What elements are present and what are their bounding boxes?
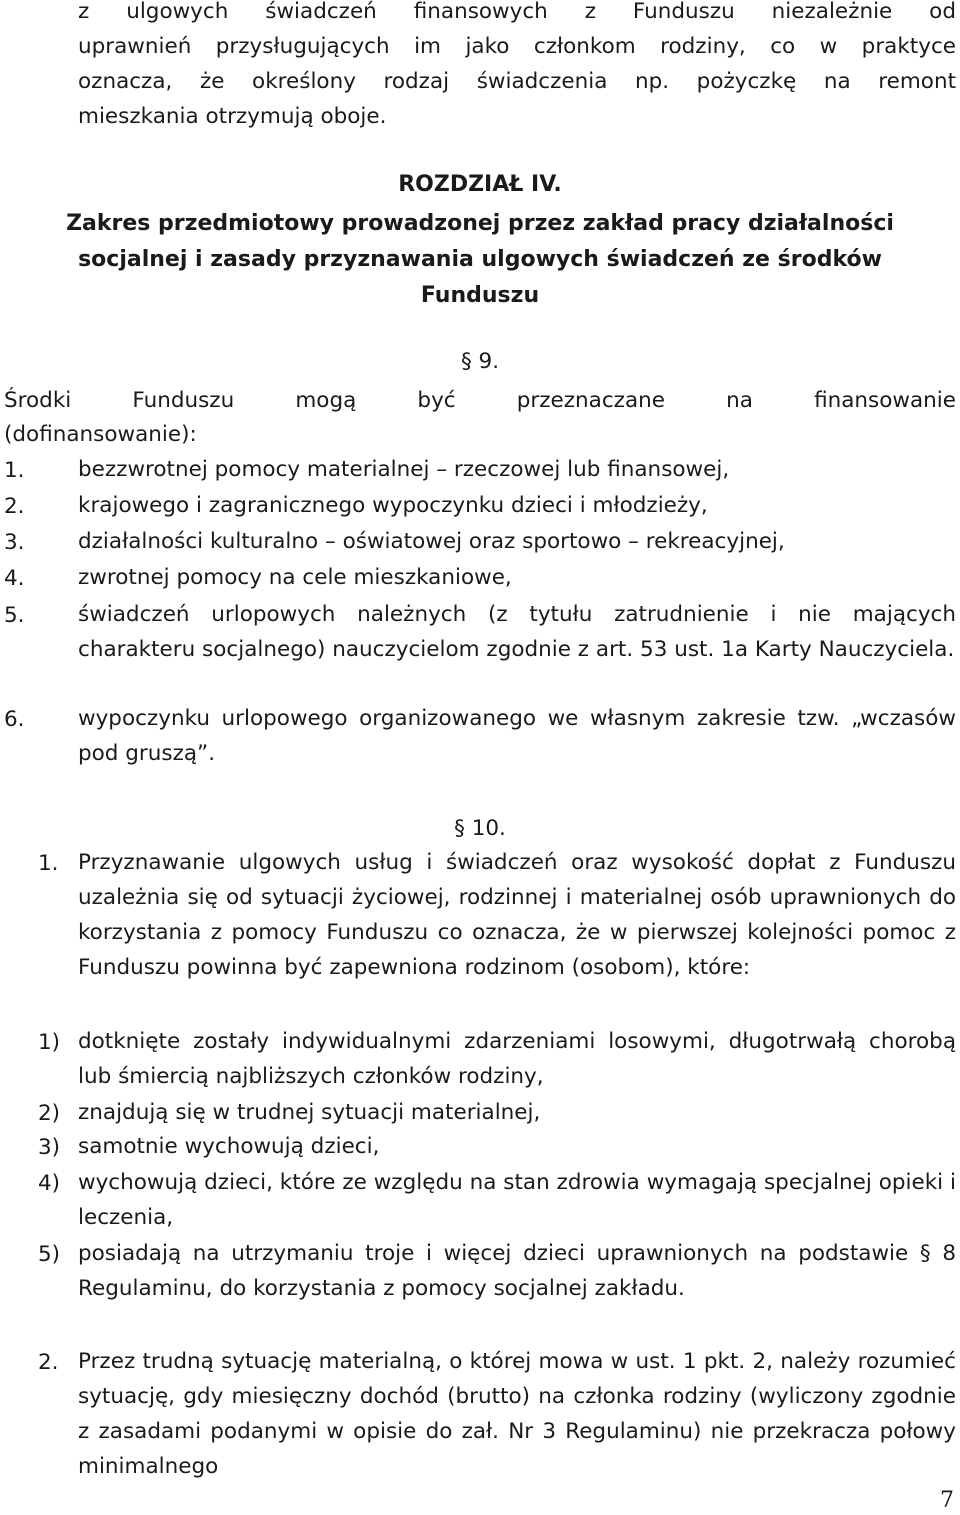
text-line: mieszkania otrzymują oboje. [78,104,387,129]
paragraph-number: 1. [38,851,59,876]
sub-item-number: 1) [38,1030,61,1055]
list-item-number: 1. [4,458,25,483]
sub-item-text: dotknięte zostały indywidualnymi zdarzeniami losowymi, długotrwałą chorobą lub śmiercią najbliższych członków rodziny, [78,1029,956,1089]
sub-item-number: 5) [38,1242,61,1267]
paragraph-text: Przyznawanie ulgowych usług i świadczeń oraz wysokość dopłat z Funduszu uzależnia się od sytuacji życiowej, rodzinnej i materialnej osób uprawnionych do korzystania z pomocy Funduszu co oznacza, że w pierwszej kolejności pomoc z Funduszu powinna być zapewniona rodzinom (osobom), które: [78,850,956,980]
section-9-label: § 9. [460,349,500,374]
chapter-title-line: Funduszu [420,283,540,308]
list-item-number: 3. [4,530,25,555]
sub-item-number: 2) [38,1101,61,1126]
section-10-label: § 10. [454,816,506,841]
carryover-paragraph [78,0,956,134]
chapter-heading: ROZDZIAŁ IV. [398,172,562,197]
list-item-number: 6. [4,707,25,732]
sub-item-text: znajdują się w trudnej sytuacji materialnej, [78,1100,541,1125]
paragraph-text: Przez trudną sytuację materialną, o której mowa w ust. 1 pkt. 2, należy rozumieć sytuację, gdy miesięczny dochód (brutto) na członka rodziny (wyliczony zgodnie z zasadami podanymi w opisie do zał. Nr 3 Regulaminu) nie przekracza połowy minimalnego [78,1349,956,1479]
chapter-title-line: Zakres przedmiotowy prowadzonej przez zakład pracy działalności [66,211,894,236]
sub-item-number: 3) [38,1135,61,1160]
text-line: z ulgowych świadczeń finansowych z Funduszu niezależnie od [78,0,956,24]
text-line: (dofinansowanie): [4,422,197,447]
chapter-title-line: socjalnej i zasady przyznawania ulgowych świadczeń ze środków [78,247,882,272]
section-9-intro [4,383,956,453]
chapter-title [4,206,956,314]
page-number: 7 [940,1488,954,1513]
paragraph-number: 2. [38,1350,59,1375]
list-item-text: świadczeń urlopowych należnych (z tytułu zatrudnienie i nie mających charakteru socjalnego) nauczycielom zgodnie z art. 53 ust. 1a Karty Nauczyciela. [78,602,956,662]
list-item-number: 5. [4,603,25,628]
list-item-text: działalności kulturalno – oświatowej oraz sportowo – rekreacyjnej, [78,529,785,554]
sub-item-number: 4) [38,1171,61,1196]
text-line: Środki Funduszu mogą być przeznaczane na finansowanie [4,388,956,413]
list-item-text: zwrotnej pomocy na cele mieszkaniowe, [78,565,512,590]
list-item-text: wypoczynku urlopowego organizowanego we własnym zakresie tzw. „wczasów pod gruszą”. [78,706,956,766]
list-item-text: krajowego i zagranicznego wypoczynku dzieci i młodzieży, [78,493,708,518]
text-line: uprawnień przysługujących im jako członkom rodziny, co w praktyce [78,34,956,59]
sub-item-text: wychowują dzieci, które ze względu na stan zdrowia wymagają specjalnej opieki i leczenia, [78,1170,956,1230]
sub-item-text: samotnie wychowują dzieci, [78,1134,380,1159]
list-item-number: 2. [4,494,25,519]
list-item-text: bezzwrotnej pomocy materialnej – rzeczowej lub finansowej, [78,457,730,482]
text-line: oznacza, że określony rodzaj świadczenia np. pożyczkę na remont [78,69,956,94]
sub-item-text: posiadają na utrzymaniu troje i więcej dzieci uprawnionych na podstawie § 8 Regulaminu, do korzystania z pomocy socjalnej zakładu. [78,1241,956,1301]
list-item-number: 4. [4,566,25,591]
